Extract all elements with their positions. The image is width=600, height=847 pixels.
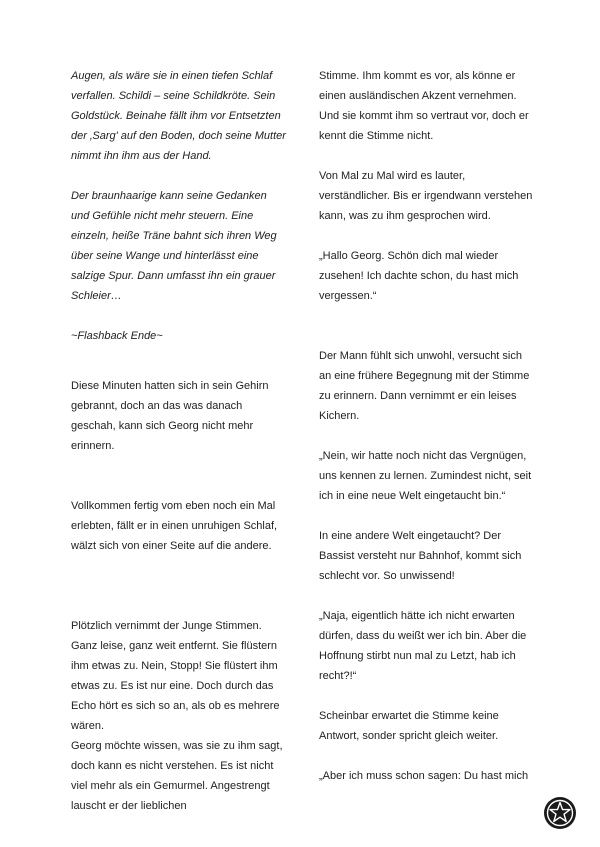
paragraph: Augen, als wäre sie in einen tiefen Schlaf verfallen. Schildi – seine Schildkröte. Sein Goldstück. Beinahe fällt ihm vor Entsetzten der ‚Sarg' auf den Boden, doch seine Mutter nimmt ihn ihm aus der Hand. [71, 70, 286, 162]
paragraph: Der Mann fühlt sich unwohl, versucht sich an eine frühere Begegnung mit der Stimme zu erinnern. Dann vernimmt er ein leises Kichern. [319, 350, 530, 422]
paragraph: Georg möchte wissen, was sie zu ihm sagt, doch kann es nicht verstehen. Es ist nicht viel mehr als ein Gemurmel. Angestrengt lauscht er der lieblichen [71, 740, 283, 812]
paragraph: Plötzlich vernimmt der Junge Stimmen. Ganz leise, ganz weit entfernt. Sie flüstern ihm etwas zu. Nein, Stopp! Sie flüstert ihm etwas zu. Es ist nur eine. Doch durch das Echo hört es sich so an, als ob es mehrere wären. [71, 620, 280, 732]
paragraph: „Aber ich muss schon sagen: Du hast mich [319, 770, 529, 782]
paragraph: Vollkommen fertig vom eben noch ein Mal erlebten, fällt er in einen unruhigen Schlaf, wälzt sich von einer Seite auf die andere. [71, 500, 278, 552]
paragraph: Der braunhaarige kann seine Gedanken und Gefühle nicht mehr steuern. Eine einzeln, heiße Träne bahnt sich ihren Weg über seine Wange und hinterlässt eine salzige Spur. Dann umfasst ihn ein grauer Schleier… [71, 190, 277, 302]
pentagram-star-icon [543, 796, 577, 830]
paragraph: In eine andere Welt eingetaucht? Der Bassist versteht nur Bahnhof, kommt sich schlecht vor. So unwissend! [319, 530, 522, 582]
paragraph: „Naja, eigentlich hätte ich nicht erwarten dürfen, dass du weißt wer ich bin. Aber die Hoffnung stirbt nun mal zu Letzt, hab ich recht?!“ [319, 610, 527, 682]
paragraph: „Nein, wir hatte noch nicht das Vergnügen, uns kennen zu lernen. Zumindest nicht, seit ich in eine neue Welt eingetaucht bin.“ [319, 450, 532, 502]
paragraph: Scheinbar erwartet die Stimme keine Antwort, sonder spricht gleich weiter. [319, 710, 499, 742]
paragraph: Stimme. Ihm kommt es vor, als könne er einen ausländischen Akzent vernehmen. Und sie kommt ihm so vertraut vor, doch er kennt die Stimme nicht. [319, 70, 529, 142]
paragraph: Von Mal zu Mal wird es lauter, verständlicher. Bis er irgendwann verstehen kann, was zu ihm gesprochen wird. [319, 170, 533, 222]
right-column [319, 66, 537, 786]
left-column [71, 66, 286, 816]
paragraph: „Hallo Georg. Schön dich mal wieder zusehen! Ich dachte schon, du hast mich vergessen.“ [319, 250, 519, 302]
flashback-end-marker: ~Flashback Ende~ [71, 330, 163, 342]
paragraph: Diese Minuten hatten sich in sein Gehirn gebrannt, doch an das was danach geschah, kann sich Georg nicht mehr erinnern. [71, 380, 269, 452]
